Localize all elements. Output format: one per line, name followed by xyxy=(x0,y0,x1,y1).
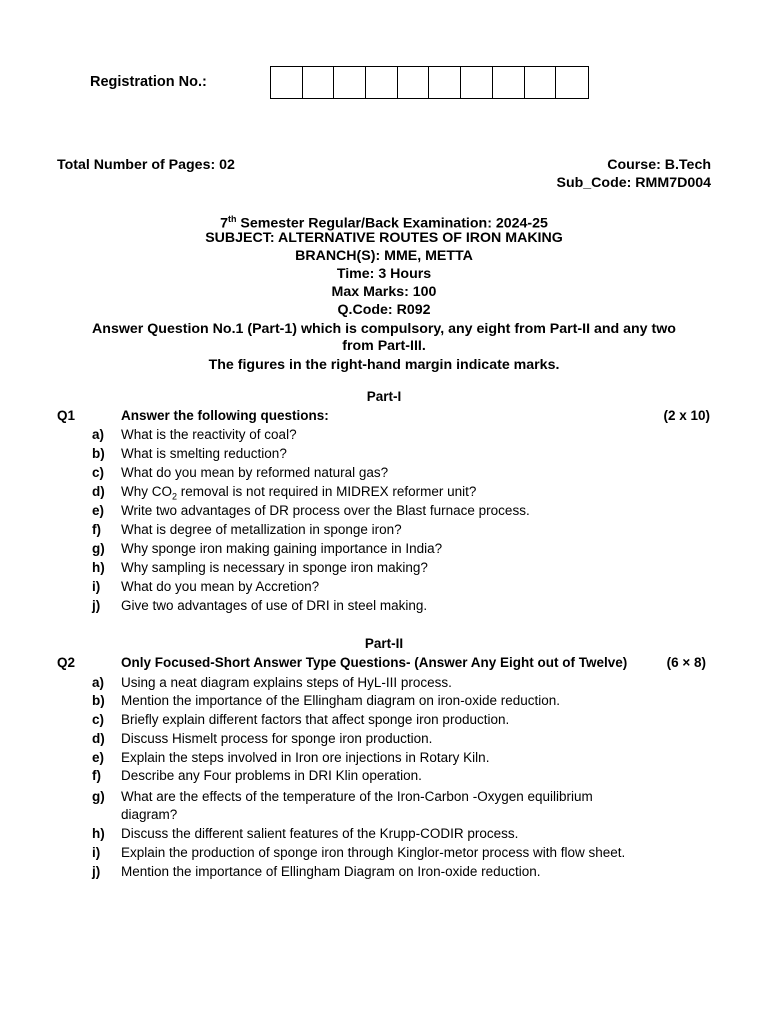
registration-digit-box[interactable] xyxy=(303,67,335,98)
q2-item-text: Using a neat diagram explains steps of HyL-III process. xyxy=(121,675,452,690)
q1-item-label: h) xyxy=(92,560,105,575)
co2-prefix: Why CO xyxy=(121,484,173,499)
registration-digit-box[interactable] xyxy=(366,67,398,98)
instruction-line-1: Answer Question No.1 (Part-1) which is compulsory, any eight from Part-II and any two xyxy=(92,321,676,337)
q2-item-label: b) xyxy=(92,693,105,708)
q1-item-text: Give two advantages of use of DRI in steel making. xyxy=(121,598,428,613)
question-code: Q.Code: R092 xyxy=(337,302,431,318)
q2-item-label: h) xyxy=(92,826,105,841)
subject: SUBJECT: ALTERNATIVE ROUTES OF IRON MAKING xyxy=(205,230,563,246)
registration-digit-box[interactable] xyxy=(493,67,525,98)
q1-item-label: e) xyxy=(92,503,105,518)
registration-digit-box[interactable] xyxy=(334,67,366,98)
q1-item-label: i) xyxy=(92,579,101,594)
q1-item-text: What is the reactivity of coal? xyxy=(121,427,297,442)
registration-digit-box[interactable] xyxy=(398,67,430,98)
q2-item-label: c) xyxy=(92,712,105,727)
registration-digit-box[interactable] xyxy=(271,67,303,98)
q2-number: Q2 xyxy=(57,655,76,670)
q1-item-label: b) xyxy=(92,446,105,461)
semester-number: 7 xyxy=(220,215,228,232)
registration-digit-box[interactable] xyxy=(556,67,588,98)
instruction-line-3: The figures in the right-hand margin indicate marks. xyxy=(208,357,560,373)
q1-item-label: a) xyxy=(92,427,105,442)
q1-item-label: f) xyxy=(92,522,101,537)
q1-item-text: Write two advantages of DR process over the Blast furnace process. xyxy=(121,503,530,518)
q2-heading: Only Focused-Short Answer Type Questions- (Answer Any Eight out of Twelve) xyxy=(121,655,628,670)
registration-digit-box[interactable] xyxy=(525,67,557,98)
co2-suffix: removal is not required in MIDREX reformer unit? xyxy=(177,484,477,499)
q2-item-text: Describe any Four problems in DRI Klin operation. xyxy=(121,768,422,783)
exam-time: Time: 3 Hours xyxy=(336,266,432,282)
q1-item-text: What is smelting reduction? xyxy=(121,446,287,461)
q1-marks: (2 x 10) xyxy=(663,408,710,423)
q1-item-label: j) xyxy=(92,598,101,613)
part-2-title: Part-II xyxy=(364,636,404,651)
course: Course: B.Tech xyxy=(607,157,711,173)
q2-item-text: Mention the importance of Ellingham Diagram on Iron-oxide reduction. xyxy=(121,864,541,879)
registration-digit-box[interactable] xyxy=(429,67,461,98)
q1-item-label: d) xyxy=(92,484,105,499)
q2-item-text: Discuss Hismelt process for sponge iron production. xyxy=(121,731,433,746)
q1-item-text: Why sponge iron making gaining importance in India? xyxy=(121,541,443,556)
q1-heading: Answer the following questions: xyxy=(121,408,329,423)
registration-label: Registration No.: xyxy=(90,74,207,90)
q2-item-text: Explain the steps involved in Iron ore injections in Rotary Kiln. xyxy=(121,750,490,765)
q2-item-label: j) xyxy=(92,864,101,879)
q1-item-text: Why sampling is necessary in sponge iron making? xyxy=(121,560,428,575)
q2-item-label: f) xyxy=(92,768,101,783)
registration-digit-box[interactable] xyxy=(461,67,493,98)
sub-code: Sub_Code: RMM7D004 xyxy=(556,175,711,191)
total-pages: Total Number of Pages: 02 xyxy=(57,157,235,173)
q1-item-text: What do you mean by reformed natural gas? xyxy=(121,465,389,480)
q2-item-label: a) xyxy=(92,675,105,690)
q2-item-label: g) xyxy=(92,789,105,804)
semester-suffix: th xyxy=(227,214,237,224)
q2-item-label: d) xyxy=(92,731,105,746)
q1-item-text: What do you mean by Accretion? xyxy=(121,579,320,594)
q2-item-text: Discuss the different salient features of the Krupp-CODIR process. xyxy=(121,826,519,841)
q2-item-text: Explain the production of sponge iron through Kinglor-metor process with flow sheet. xyxy=(121,845,626,860)
q1-item-label: c) xyxy=(92,465,105,480)
part-1-title: Part-I xyxy=(366,389,402,404)
semester-text: Semester Regular/Back Examination: 2024-25 xyxy=(236,215,548,232)
q2-item-text: What are the effects of the temperature of the Iron-Carbon -Oxygen equilibrium diagram? xyxy=(121,789,593,822)
q2-item-text: Briefly explain different factors that affect sponge iron production. xyxy=(121,712,510,727)
branch: BRANCH(S): MME, METTA xyxy=(295,248,473,264)
instruction-line-2: from Part-III. xyxy=(342,338,426,354)
q2-item-label: e) xyxy=(92,750,105,765)
registration-number-boxes[interactable] xyxy=(270,66,589,99)
q2-item-label: i) xyxy=(92,845,101,860)
q1-item-label: g) xyxy=(92,541,105,556)
q2-marks: (6 × 8) xyxy=(666,655,706,670)
q2-item-text: Mention the importance of the Ellingham diagram on iron-oxide reduction. xyxy=(121,693,560,708)
q1-number: Q1 xyxy=(57,408,76,423)
co2-subscript: 2 xyxy=(172,491,178,502)
max-marks: Max Marks: 100 xyxy=(331,284,437,300)
q1-item-text: What is degree of metallization in sponge iron? xyxy=(121,522,402,537)
